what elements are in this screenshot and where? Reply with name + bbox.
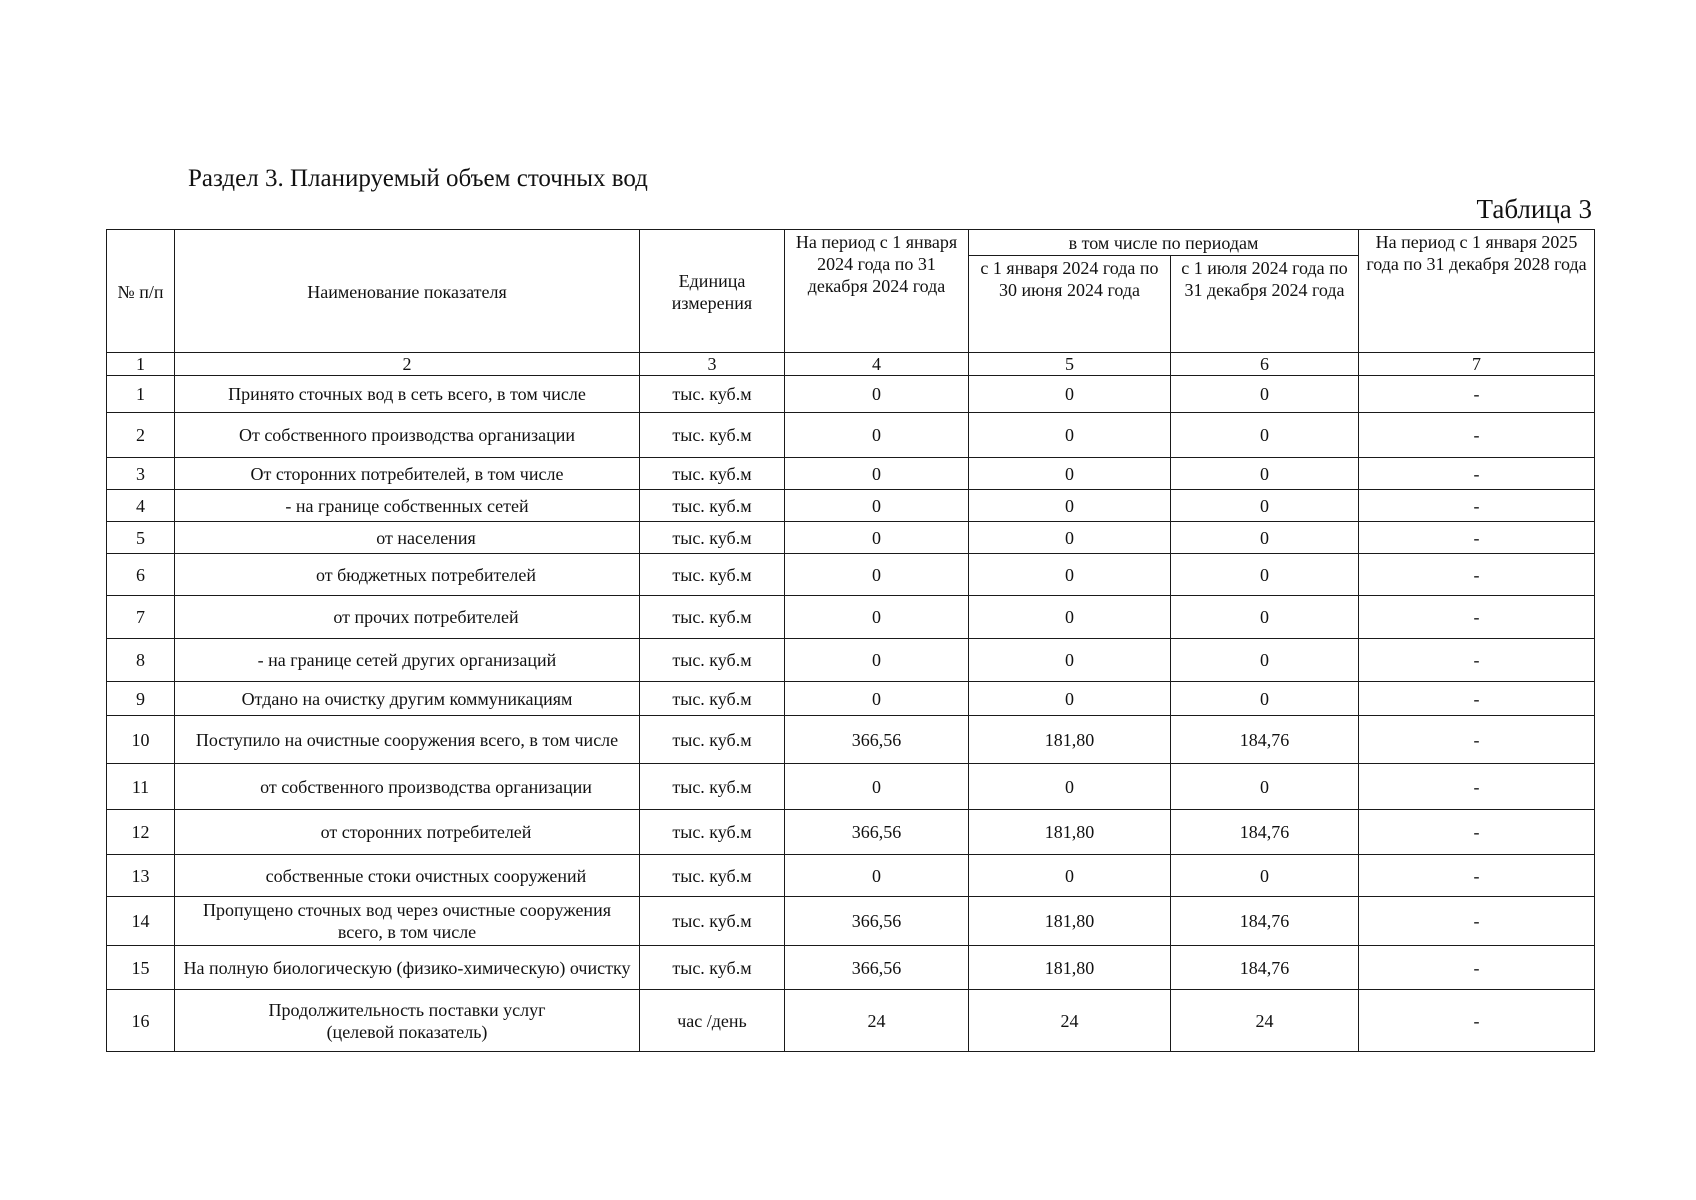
- row-value-2024: 24: [785, 990, 969, 1052]
- header-including-periods: в том числе по периодам: [969, 230, 1359, 256]
- row-unit: тыс. куб.м: [640, 810, 785, 855]
- column-number: 5: [969, 353, 1171, 376]
- row-value-2024: 0: [785, 522, 969, 554]
- row-num: 13: [107, 855, 175, 897]
- row-unit: тыс. куб.м: [640, 897, 785, 946]
- row-num: 4: [107, 490, 175, 522]
- row-value-2025-2028: -: [1359, 764, 1595, 810]
- row-value-h2-2024: 24: [1171, 990, 1359, 1052]
- header-h1-2024: с 1 января 2024 года по 30 июня 2024 года: [969, 256, 1171, 353]
- row-value-2024: 0: [785, 596, 969, 639]
- row-unit: тыс. куб.м: [640, 716, 785, 764]
- row-value-h1-2024: 0: [969, 764, 1171, 810]
- row-value-2025-2028: -: [1359, 554, 1595, 596]
- row-value-h1-2024: 0: [969, 639, 1171, 682]
- row-num: 6: [107, 554, 175, 596]
- row-value-h2-2024: 0: [1171, 764, 1359, 810]
- row-name: от населения: [175, 522, 640, 554]
- row-value-2025-2028: -: [1359, 596, 1595, 639]
- row-value-h2-2024: 184,76: [1171, 716, 1359, 764]
- row-unit: тыс. куб.м: [640, 554, 785, 596]
- row-value-2024: 0: [785, 376, 969, 413]
- row-value-h1-2024: 0: [969, 596, 1171, 639]
- row-value-2024: 0: [785, 764, 969, 810]
- row-unit: тыс. куб.м: [640, 376, 785, 413]
- column-number: 6: [1171, 353, 1359, 376]
- row-num: 5: [107, 522, 175, 554]
- row-name: от сторонних потребителей: [175, 810, 640, 855]
- row-unit: тыс. куб.м: [640, 946, 785, 990]
- row-unit: тыс. куб.м: [640, 855, 785, 897]
- row-value-h2-2024: 0: [1171, 682, 1359, 716]
- column-number: 4: [785, 353, 969, 376]
- row-value-h2-2024: 0: [1171, 413, 1359, 458]
- row-name-line: Продолжительность поставки услуг: [268, 999, 546, 1020]
- row-value-2024: 366,56: [785, 716, 969, 764]
- row-value-h2-2024: 0: [1171, 376, 1359, 413]
- row-value-h1-2024: 0: [969, 458, 1171, 490]
- row-value-2025-2028: -: [1359, 376, 1595, 413]
- row-value-2024: 366,56: [785, 946, 969, 990]
- row-name: от прочих потребителей: [175, 596, 640, 639]
- table-row: [107, 554, 1595, 596]
- table-row: [107, 855, 1595, 897]
- table-row: [107, 716, 1595, 764]
- row-name: На полную биологическую (физико-химическую) очистку: [175, 946, 640, 990]
- row-value-h1-2024: 181,80: [969, 946, 1171, 990]
- row-value-h1-2024: 181,80: [969, 810, 1171, 855]
- row-num: 7: [107, 596, 175, 639]
- header-unit: Единица измерения: [640, 230, 785, 353]
- row-name: От сторонних потребителей, в том числе: [175, 458, 640, 490]
- table-row: [107, 897, 1595, 946]
- table-row: [107, 458, 1595, 490]
- row-value-2025-2028: -: [1359, 946, 1595, 990]
- row-name: От собственного производства организации: [175, 413, 640, 458]
- table-row: [107, 810, 1595, 855]
- row-value-h2-2024: 0: [1171, 596, 1359, 639]
- table-row: [107, 682, 1595, 716]
- row-name: от бюджетных потребителей: [175, 554, 640, 596]
- row-value-h1-2024: 181,80: [969, 897, 1171, 946]
- row-num: 16: [107, 990, 175, 1052]
- row-value-h1-2024: 0: [969, 413, 1171, 458]
- column-number: 7: [1359, 353, 1595, 376]
- table-row: [107, 764, 1595, 810]
- row-value-2024: 0: [785, 458, 969, 490]
- row-value-2025-2028: -: [1359, 639, 1595, 682]
- row-value-h1-2024: 0: [969, 682, 1171, 716]
- row-num: 2: [107, 413, 175, 458]
- row-value-2024: 366,56: [785, 897, 969, 946]
- row-value-2024: 0: [785, 855, 969, 897]
- row-unit: тыс. куб.м: [640, 522, 785, 554]
- row-value-2025-2028: -: [1359, 855, 1595, 897]
- row-num: 11: [107, 764, 175, 810]
- row-value-h2-2024: 184,76: [1171, 897, 1359, 946]
- row-value-h1-2024: 0: [969, 855, 1171, 897]
- row-name-line: (целевой показатель): [326, 1021, 488, 1042]
- column-number-row: [107, 353, 1595, 376]
- row-value-2024: 0: [785, 490, 969, 522]
- row-name: - на границе сетей других организаций: [175, 639, 640, 682]
- row-value-h1-2024: 24: [969, 990, 1171, 1052]
- row-unit: тыс. куб.м: [640, 682, 785, 716]
- row-unit: тыс. куб.м: [640, 596, 785, 639]
- row-value-h2-2024: 0: [1171, 639, 1359, 682]
- row-name: Поступило на очистные сооружения всего, в том числе: [175, 716, 640, 764]
- row-unit: тыс. куб.м: [640, 458, 785, 490]
- row-value-h2-2024: 0: [1171, 458, 1359, 490]
- table-row: [107, 376, 1595, 413]
- row-value-2025-2028: -: [1359, 810, 1595, 855]
- table-row: [107, 596, 1595, 639]
- row-num: 1: [107, 376, 175, 413]
- row-num: 3: [107, 458, 175, 490]
- row-value-2024: 0: [785, 639, 969, 682]
- header-num: № п/п: [107, 230, 175, 353]
- row-value-2024: 0: [785, 682, 969, 716]
- table-row: [107, 639, 1595, 682]
- row-name: Отдано на очистку другим коммуникациям: [175, 682, 640, 716]
- row-unit: тыс. куб.м: [640, 490, 785, 522]
- row-value-h2-2024: 0: [1171, 490, 1359, 522]
- row-value-h1-2024: 181,80: [969, 716, 1171, 764]
- row-value-h1-2024: 0: [969, 490, 1171, 522]
- row-value-2024: 0: [785, 413, 969, 458]
- row-num: 14: [107, 897, 175, 946]
- row-value-2024: 366,56: [785, 810, 969, 855]
- row-num: 8: [107, 639, 175, 682]
- column-number: 2: [175, 353, 640, 376]
- row-value-2025-2028: -: [1359, 682, 1595, 716]
- row-num: 9: [107, 682, 175, 716]
- table-row: [107, 490, 1595, 522]
- header-name: Наименование показателя: [175, 230, 640, 353]
- header-h2-2024: с 1 июля 2024 года по 31 декабря 2024 года: [1171, 256, 1359, 353]
- column-number: 1: [107, 353, 175, 376]
- row-unit: тыс. куб.м: [640, 413, 785, 458]
- row-value-2025-2028: -: [1359, 990, 1595, 1052]
- wastewater-volume-table: [106, 229, 1595, 1052]
- header-period-2024: На период с 1 января 2024 года по 31 декабря 2024 года: [785, 230, 969, 353]
- table-row: [107, 522, 1595, 554]
- row-value-h2-2024: 0: [1171, 522, 1359, 554]
- row-num: 10: [107, 716, 175, 764]
- table-label: Таблица 3: [1476, 194, 1592, 224]
- row-value-2025-2028: -: [1359, 413, 1595, 458]
- row-unit: час /день: [640, 990, 785, 1052]
- table-row: [107, 946, 1595, 990]
- row-value-h2-2024: 0: [1171, 554, 1359, 596]
- section-title: Раздел 3. Планируемый объем сточных вод: [188, 165, 648, 192]
- row-name: - на границе собственных сетей: [175, 490, 640, 522]
- row-value-2025-2028: -: [1359, 522, 1595, 554]
- row-value-h2-2024: 184,76: [1171, 946, 1359, 990]
- row-value-2025-2028: -: [1359, 490, 1595, 522]
- row-name: собственные стоки очистных сооружений: [175, 855, 640, 897]
- row-value-h2-2024: 0: [1171, 855, 1359, 897]
- row-value-h2-2024: 184,76: [1171, 810, 1359, 855]
- header-period-2025-2028: На период с 1 января 2025 года по 31 декабря 2028 года: [1359, 230, 1595, 353]
- row-value-2025-2028: -: [1359, 716, 1595, 764]
- row-value-h1-2024: 0: [969, 554, 1171, 596]
- row-name: от собственного производства организации: [175, 764, 640, 810]
- row-name: [175, 990, 640, 1052]
- row-num: 15: [107, 946, 175, 990]
- table-row: [107, 990, 1595, 1052]
- row-value-h1-2024: 0: [969, 376, 1171, 413]
- row-unit: тыс. куб.м: [640, 639, 785, 682]
- row-value-2025-2028: -: [1359, 897, 1595, 946]
- column-number: 3: [640, 353, 785, 376]
- row-name: Принято сточных вод в сеть всего, в том числе: [175, 376, 640, 413]
- table-row: [107, 413, 1595, 458]
- row-num: 12: [107, 810, 175, 855]
- row-value-h1-2024: 0: [969, 522, 1171, 554]
- row-name: Пропущено сточных вод через очистные сооружения всего, в том числе: [175, 897, 640, 946]
- row-value-2024: 0: [785, 554, 969, 596]
- row-unit: тыс. куб.м: [640, 764, 785, 810]
- row-value-2025-2028: -: [1359, 458, 1595, 490]
